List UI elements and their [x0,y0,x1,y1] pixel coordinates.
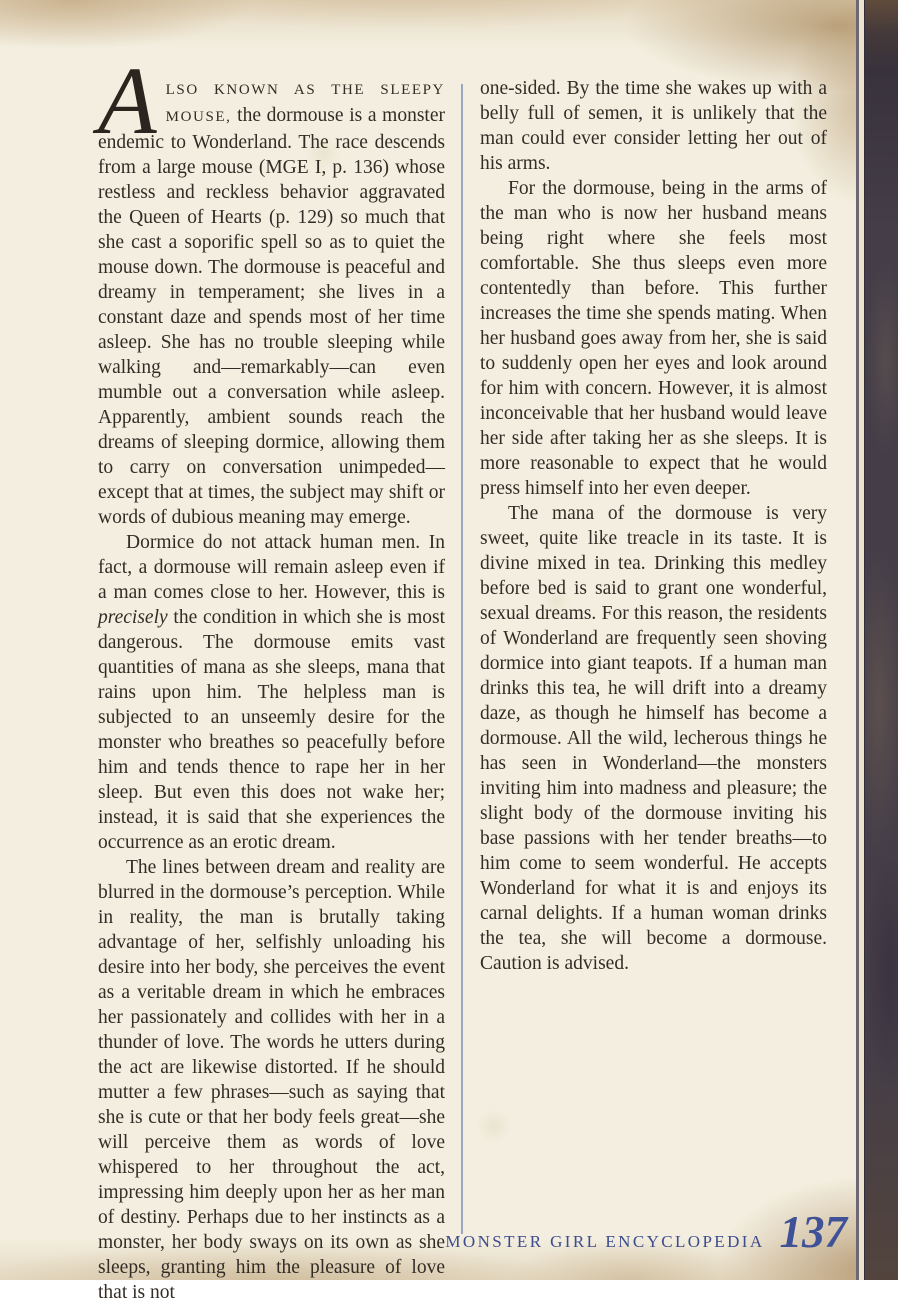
text-segment: the condition in which she is most dangerous. The dormouse emits vast quantities of mana as she sleeps, mana that rains upon him. The helpless man is subjected to an unseemly desire for the monster who breathes so peacefully before him and tends thence to rape her in her sleep. But even this does not wake her; instead, it is said that she experiences the occurrence as an erotic dream. [98,607,445,853]
text-segment: The mana of the dormouse is very sweet, quite like treacle in its taste. It is divine mixed in tea. Drinking this medley before bed is said to grant one wonderful, sexual dreams. For this reason, the residents of Wonderland are frequently seen shoving dormice into giant teapots. If a human man drinks this tea, he will drift into a dreamy daze, as though he himself has become a dormouse. All the wild, lecherous things he has seen in Wonderland—the monsters inviting him into madness and pleasure; the slight body of the dormouse inviting his base passions with her tender breaths—to him come to seem wonderful. He accepts Wonderland for what it is and enjoys its carnal delights. If a human woman drinks the tea, she will become a dormouse. Caution is advised. [480,503,827,974]
text-segment: Dormice do not attack human men. In fact, a dormouse will remain asleep even if a man comes close to her. However, this is [98,532,445,603]
paragraph-mana-tea [480,501,827,976]
text-segment: The lines between dream and reality are blurred in the dormouse’s perception. While in reality, the man is brutally taking advantage of her, selfishly unloading his desire into her body, she perceives the event as a veritable dream in which he embraces her passionately and collides with her in a thunder of love. The words he utters during the act are likewise distorted. If he should mutter a few phrases—such as saying that she is cute or that her body feels great—she will perceive them as words of love whispered to her throughout the act, impressing him deeply upon her as her man of destiny. Perhaps due to her instincts as a monster, her body sways on its own as she sleeps, granting him the pleasure of love that is not [98,857,445,1303]
paragraph-dormice-attack [98,530,445,855]
text-segment: For the dormouse, being in the arms of the man who is now her husband means being right where she feels most comfortable. She thus sleeps even more contentedly than before. This further increases the time she spends mating. When her husband goes away from her, she is said to suddenly open her eyes and look around for him with concern. However, it is almost inconceivable that her husband would leave her side after taking her as she sleeps. It is more reasonable to expect that he would press himself into her even deeper. [480,178,827,499]
text-segment: one-sided. By the time she wakes up with a belly full of semen, it is unlikely that the man could ever consider letting her out of his arms. [480,78,827,174]
dropcap-letter: A [98,47,157,154]
text-segment: the dormouse is a monster endemic to Wonderland. The race descends from a large mouse (MGE I, p. 136) whose restless and reckless behavior aggravated the Queen of Hearts (p. 129) so much that she cast a soporific spell so as to quiet the mouse down. The dormouse is peaceful and dreamy in temperament; she lives in a constant daze and spends most of her time asleep. She has no trouble sleeping while walking and—remarkably—can even mumble out a conversation while asleep. Apparently, ambient sounds reach the dreams of sleeping dormice, allowing them to carry on conversation unimpeded—except that at times, the subject may shift or words of dubious meaning may emerge. [98,105,445,528]
page-footer [445,1206,847,1258]
opening-smallcaps: LSO KNOWN AS THE SLEEPY MOUSE, [165,82,445,125]
paragraph-dream-reality-continued [480,76,827,176]
paragraph-dream-reality [98,855,445,1305]
book-edge-dark-band [864,0,898,1280]
book-title: MONSTER GIRL ENCYCLOPEDIA [445,1232,765,1251]
page-number: 137 [779,1207,847,1257]
opening-paragraph [98,47,445,530]
text-column-left [98,47,445,1305]
text-column-right [480,76,827,976]
paragraph-in-his-arms [480,176,827,501]
column-divider-rule [461,84,463,1234]
italic-text-segment: precisely [98,607,168,628]
